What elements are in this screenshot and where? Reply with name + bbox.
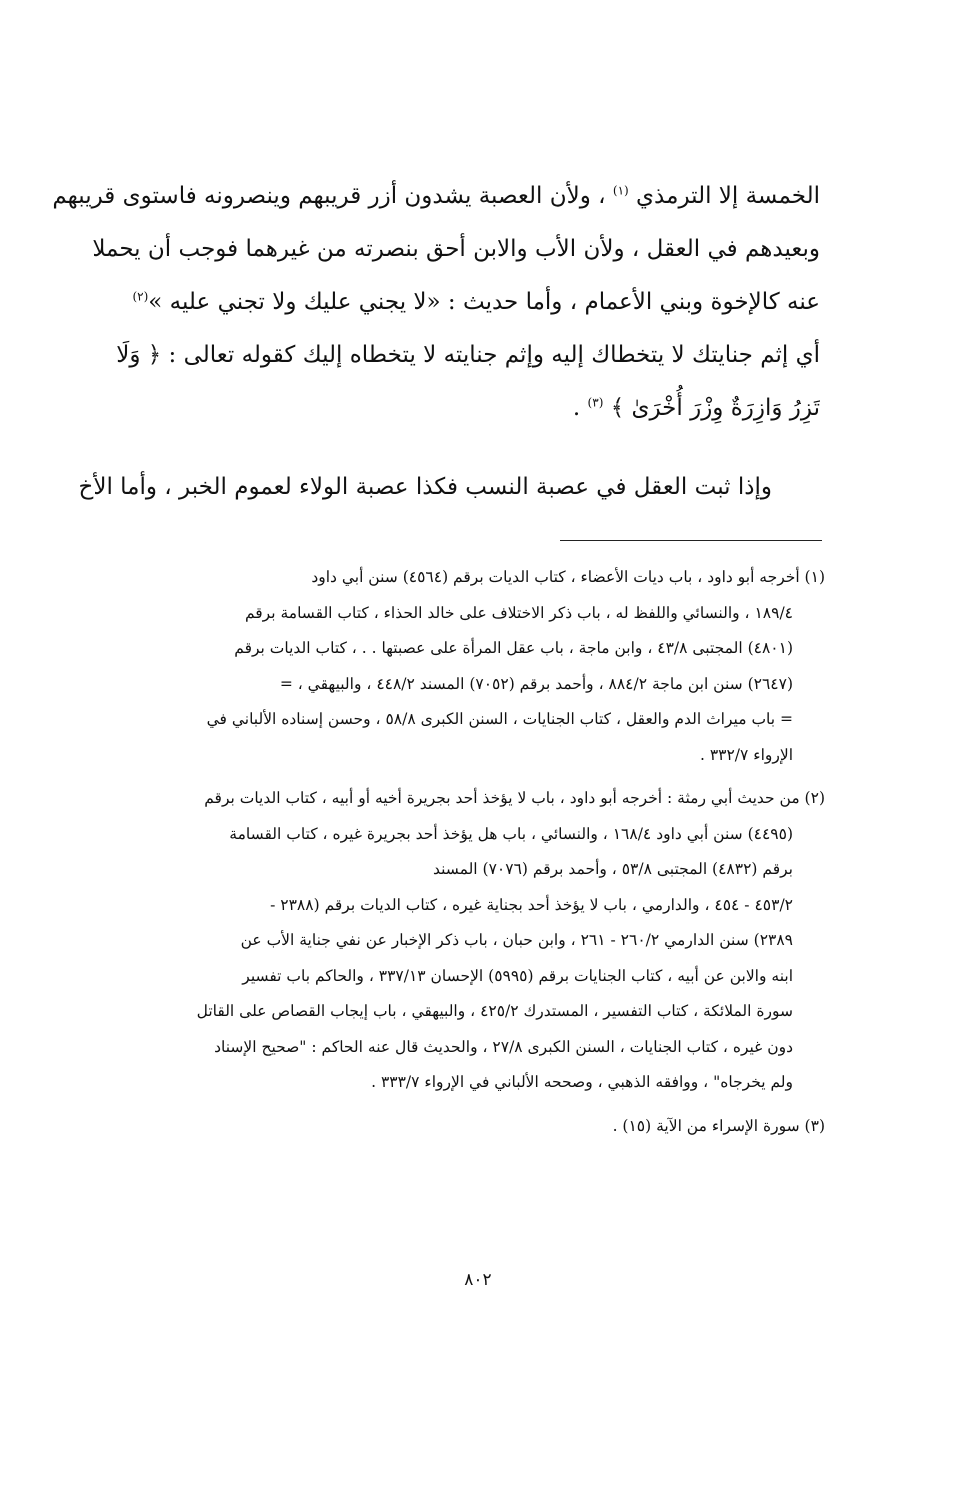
- page-number: ٨٠٢: [464, 1270, 492, 1290]
- footnote-1-line: (٢٦٤٧) سنن ابن ماجة ٨٨٤/٢ ، وأحمد برقم (٧٠٥٢) المسند ٤٤٨/٢ ، والبيهقي ، =: [279, 674, 793, 693]
- footnote-2-line: (٤٤٩٥) سنن أبي داود ١٦٨/٤ ، والنسائي ، باب هل يؤخذ أحد بجريرة غيره ، كتاب القسامة: [229, 824, 793, 843]
- footnote-2-line: ابنه والابن عن أبيه ، كتاب الجنايات برقم (٥٩٩٥) الإحسان ٣٣٧/١٣ ، والحاكم باب تفسير: [242, 966, 793, 985]
- main-line-6: وإذا ثبت العقل في عصبة النسب فكذا عصبة الولاء لعموم الخبر ، وأما الأخ: [78, 474, 772, 500]
- main-line-1-a: الخمسة إلا الترمذي: [636, 183, 820, 209]
- footnote-2-line: برقم (٤٨٣٢) المجتبى ٥٣/٨ ، وأحمد برقم (٧٠٧٦) المسند: [432, 860, 793, 878]
- main-line-3: [50, 276, 820, 329]
- footnote-1-line: ١٨٩/٤ ، والنسائي واللفظ له ، باب ذكر الاختلاف على خالد الحذاء ، كتاب القسامة برقم: [244, 603, 793, 622]
- footnote-1: [50, 560, 825, 773]
- quran-verse: تَزِرُ وَازِرَةٌ وِزْرَ أُخْرَىٰ ﴾: [610, 395, 820, 421]
- main-line-3-text: عنه كالإخوة وبني الأعمام ، وأما حديث : «لا يجني عليك ولا تجني عليه »: [148, 289, 820, 315]
- footnote-separator: [560, 540, 822, 541]
- main-text: [50, 170, 820, 514]
- end-punct: .: [572, 395, 581, 421]
- footnote-2-line: (٢) من حديث أبي رمثة : أخرجه أبو داود ، باب لا يؤخذ أحد بجريرة أخيه أو أبيه ، كتاب الديات برقم: [204, 789, 825, 807]
- footnote-2-line: ٤٥٣/٢ - ٤٥٤ ، والدارمي ، باب لا يؤخذ أحد بجناية غيره ، كتاب الديات برقم (٢٣٨٨ -: [270, 895, 793, 914]
- footnote-2-line: دون غيره ، كتاب الجنايات ، السنن الكبرى ٢٧/٨ ، والحديث قال عنه الحاكم : "صحيح الإسناد: [214, 1037, 793, 1056]
- main-line-5: [50, 382, 820, 435]
- footnote-3: [50, 1109, 825, 1145]
- main-line-1-b: ، ولأن العصبة يشدون أزر قريبهم وينصرونه فاستوى قريبهم: [52, 183, 606, 209]
- footnote-1-line: (٤٨٠١) المجتبى ٤٣/٨ ، وابن ماجة ، باب عقل المرأة على عصبتها . . ، كتاب الديات برقم: [234, 639, 793, 657]
- footnotes: [50, 560, 825, 1152]
- main-line-4: أي إثم جنايتك لا يتخطاك إليه وإثم جنايته لا يتخطاه إليك كقوله تعالى : ﴿ وَلَا: [116, 342, 820, 368]
- footnote-3-line: (٣) سورة الإسراء من الآية (١٥) .: [612, 1116, 825, 1135]
- footnote-2: [50, 781, 825, 1101]
- footnote-2-line: سورة الملائكة ، كتاب التفسير ، المستدرك ٤٢٥/٢ ، والبيهقي ، باب إيجاب القصاص على القاتل: [196, 1002, 793, 1020]
- footnote-ref-3: (٣): [587, 395, 604, 410]
- footnote-1-line: (١) أخرجه أبو داود ، باب ديات الأعضاء ، كتاب الديات برقم (٤٥٦٤) سنن أبي داود: [311, 568, 825, 586]
- footnote-ref-2: (٢): [132, 289, 149, 304]
- footnote-2-line: ٢٣٨٩) سنن الدارمي ٢٦٠/٢ - ٢٦١ ، وابن حبان ، باب ذكر الإخبار عن نفي جناية الأب عن: [240, 931, 793, 949]
- main-line-2: وبعيدهم في العقل ، ولأن الأب والابن أحق بنصرته من غيرهما فوجب أن يحملا: [92, 236, 820, 262]
- main-line-1: [50, 170, 820, 223]
- footnote-ref-1: (١): [612, 183, 629, 198]
- footnote-2-line: ولم يخرجاه" ، ووافقه الذهبي ، وصححه الألباني في الإرواء ٣٣٣/٧ .: [371, 1073, 793, 1091]
- footnote-1-line: الإرواء ٣٣٢/٧ .: [699, 745, 793, 764]
- footnote-1-line: = باب ميراث الدم والعقل ، كتاب الجنايات ، السنن الكبرى ٥٨/٨ ، وحسن إسناده الألباني في: [206, 710, 793, 728]
